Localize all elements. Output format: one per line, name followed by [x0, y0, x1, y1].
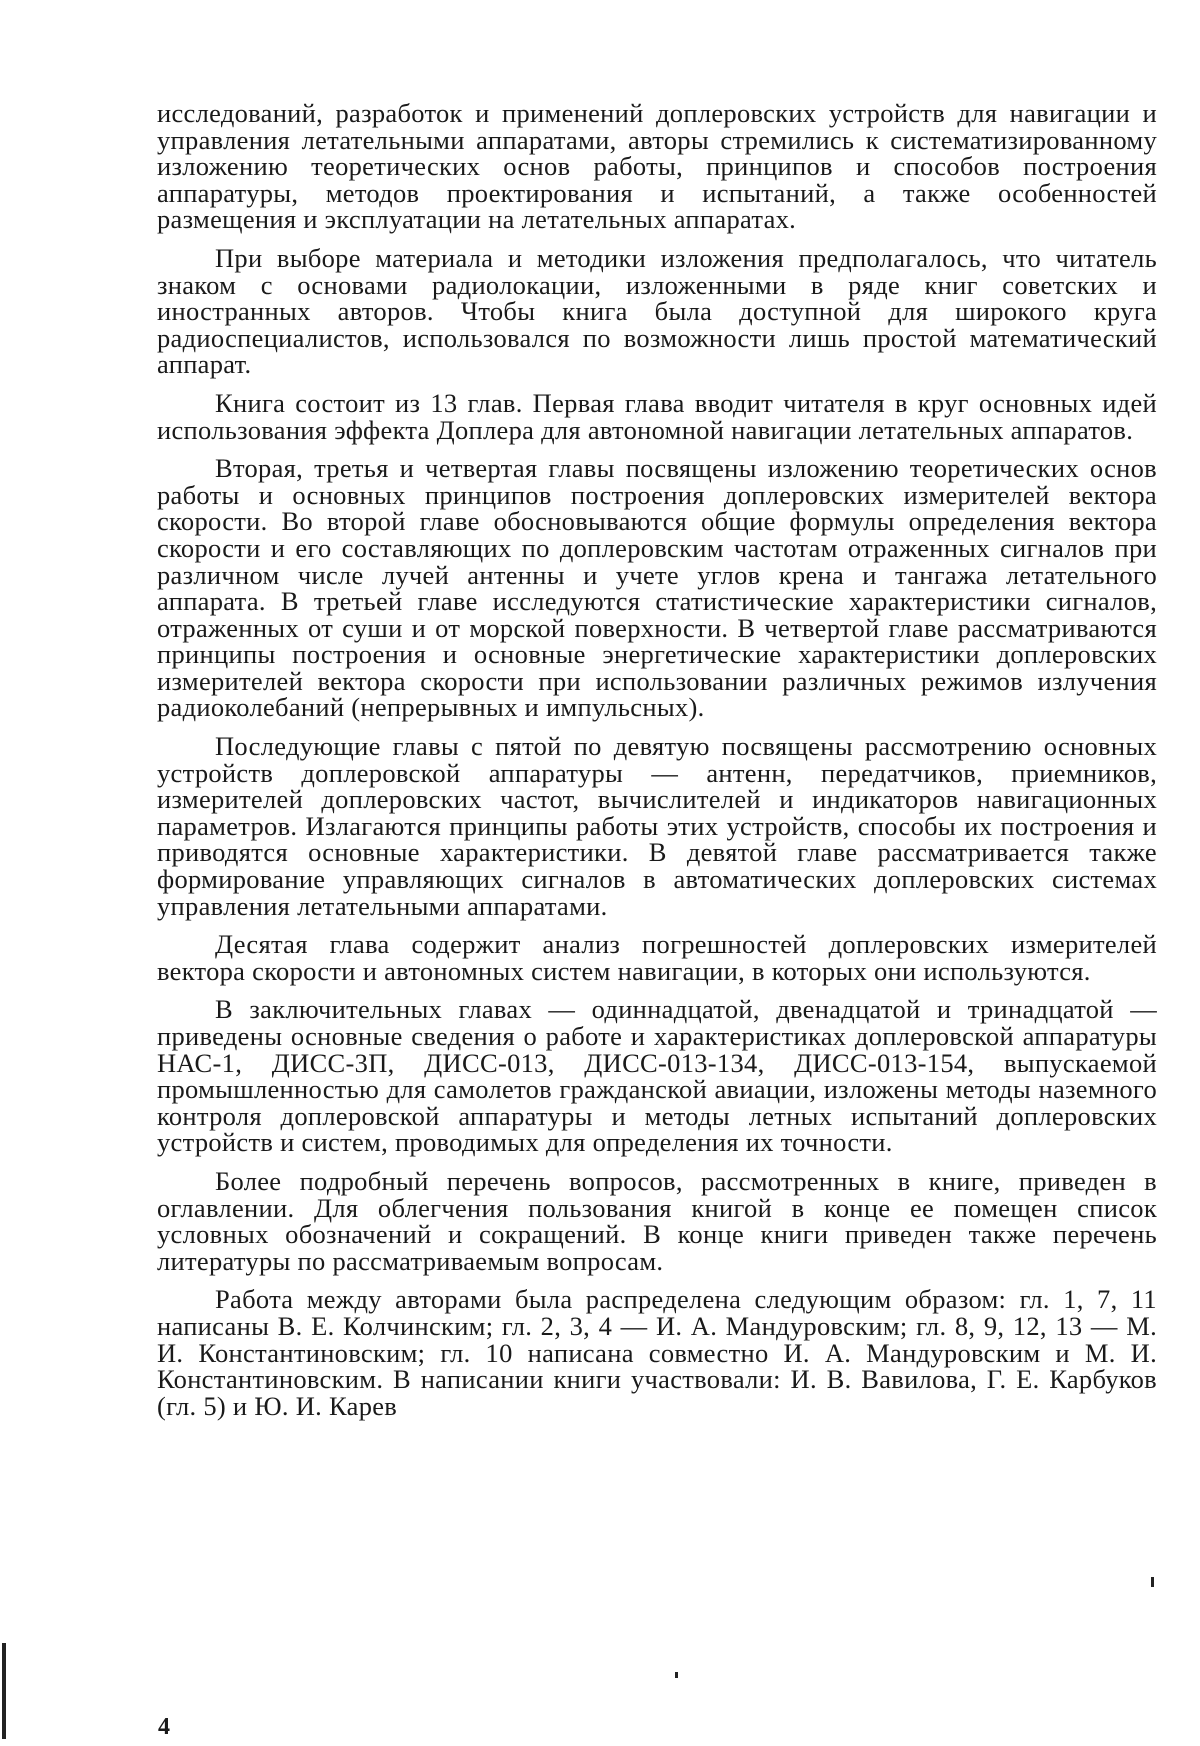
- scan-speck: [675, 1672, 678, 1678]
- scan-edge-mark: [2, 1643, 6, 1739]
- paragraph-7: В заключительных главах — одиннадцатой, двенадцатой и тринадцатой — приведены основные сведения о работе и характеристиках доплеровской аппаратуры НАС-1, ДИСС-3П, ДИСС-013, ДИСС-013-134, ДИСС-013-154, выпускаемой промышленностью для самолетов гражданской авиации, изложены методы наземного контроля доплеровской аппаратуры и методы летных испытаний доплеровских устройств и систем, проводимых для определения их точности.: [157, 994, 1157, 1158]
- page-number: 4: [158, 1714, 170, 1740]
- paragraph-3: Книга состоит из 13 глав. Первая глава вводит читателя в круг основных идей использования эффекта Доплера для автономной навигации летательных аппаратов.: [157, 387, 1157, 445]
- paragraph-6: Десятая глава содержит анализ погрешностей доплеровских измерителей вектора скорости и автономных систем навигации, в которых они используются.: [157, 929, 1157, 986]
- paragraph-2: При выборе материала и методики изложения предполагалось, что читатель знаком с основами радиолокации, изложенными в ряде книг советских и иностранных авторов. Чтобы книга была доступной для широкого круга радиоспециалистов, использовался по возможности лишь простой математический аппарат.: [157, 242, 1157, 380]
- paragraph-8: Более подробный перечень вопросов, рассмотренных в книге, приведен в оглавлении. Для облегчения пользования книгой в конце ее помещен список условных обозначений и сокращений. В конце книги приведен также перечень литературы по рассматриваемым вопросам.: [157, 1165, 1157, 1276]
- paragraph-5: Последующие главы с пятой по девятую посвящены рассмотрению основных устройств доплеровской аппаратуры — антенн, передатчиков, приемников, измерителей доплеровских частот, вычислителей и индикаторов навигационных параметров. Излагаются принципы работы этих устройств, способы их построения и приводятся основные характеристики. В девятой главе рассматривается также формирование управляющих сигналов в автоматических доплеровских системах управления летательными аппаратами.: [157, 731, 1157, 921]
- paragraph-4: Вторая, третья и четвертая главы посвящены изложению теоретических основ работы и основных принципов построения доплеровских измерителей вектора скорости. Во второй главе обосновываются общие формулы определения вектора скорости и его составляющих по доплеровским частотам отраженных сигналов при различном числе лучей антенны и учете углов крена и тангажа летательного аппарата. В третьей главе исследуются статистические характеристики сигналов, отраженных от суши и от морской поверхности. В четвертой главе рассматриваются принципы построения и основные энергетические характеристики доплеровских измерителей вектора скорости при использовании различных режимов излучения радиоколебаний (непрерывных и импульсных).: [157, 453, 1157, 723]
- scan-speck: [1151, 1577, 1154, 1587]
- paragraph-9: Работа между авторами была распределена следующим образом: гл. 1, 7, 11 написаны В. Е. Колчинским; гл. 2, 3, 4 — И. А. Мандуровским; гл. 8, 9, 12, 13 — М. И. Константиновским; гл. 10 написана совместно И. А. Мандуровским и М. И. Константиновским. В написании книги участвовали: И. В. Вавилова, Г. Е. Карбуков (гл. 5) и Ю. И. Карев: [157, 1284, 1157, 1421]
- paragraph-1: исследований, разработок и применений доплеровских устройств для навигации и управления летательными аппаратами, авторы стремились к систематизированному изложению теоретических основ работы, принципов и способов построения аппаратуры, методов проектирования и испытаний, а также особенностей размещения и эксплуатации на летательных аппаратах.: [157, 98, 1157, 235]
- body-text: [157, 100, 1157, 1431]
